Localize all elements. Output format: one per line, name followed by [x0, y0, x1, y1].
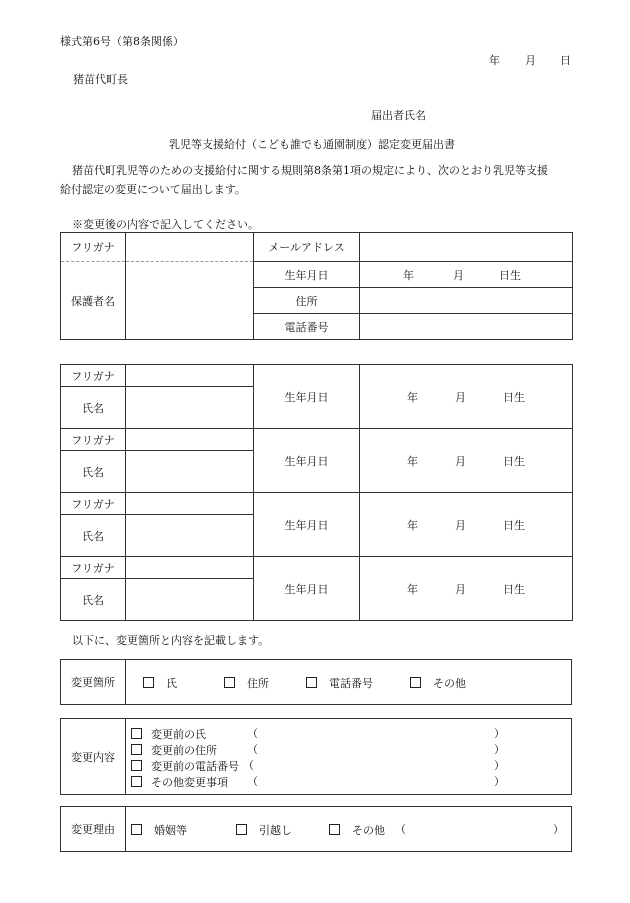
- email-label: メールアドレス: [254, 233, 360, 262]
- open-paren: （: [247, 775, 258, 788]
- children-table: [60, 364, 573, 621]
- document-title: 乳児等支援給付（こども誰でも通園制度）認定変更届出書: [169, 138, 455, 151]
- change-content-item[interactable]: 変更前の氏: [131, 728, 206, 740]
- child-furigana-label: フリガナ: [61, 557, 126, 579]
- child-birth-field[interactable]: 年 月 日生: [360, 493, 573, 557]
- child-name-field[interactable]: [126, 515, 254, 557]
- change-reason-option-other[interactable]: その他: [329, 824, 385, 836]
- changes-intro: 以下に、変更箇所と内容を記載します。: [72, 634, 270, 647]
- child-name-field[interactable]: [126, 451, 254, 493]
- instruction-note: ※変更後の内容で記入してください。: [72, 218, 259, 231]
- child-furigana-label: フリガナ: [61, 429, 126, 451]
- child-birth-label: 生年月日: [254, 429, 360, 493]
- checkbox-icon[interactable]: [143, 677, 154, 688]
- guardian-birth-label: 生年月日: [254, 262, 360, 288]
- open-paren: （: [243, 759, 254, 772]
- child-furigana-field[interactable]: [126, 429, 254, 451]
- child-name-field[interactable]: [126, 387, 254, 429]
- checkbox-icon[interactable]: [410, 677, 421, 688]
- close-paren: ）: [494, 775, 505, 788]
- child-birth-field[interactable]: 年 月 日生: [360, 365, 573, 429]
- change-content-item[interactable]: その他変更事項: [131, 776, 228, 788]
- change-location-box: [60, 659, 572, 705]
- guardian-name-field[interactable]: [126, 262, 254, 340]
- open-paren: （: [395, 823, 406, 836]
- addressee: 猪苗代町長: [73, 73, 128, 86]
- child-birth-field[interactable]: 年 月 日生: [360, 557, 573, 621]
- close-paren: ）: [494, 727, 505, 740]
- checkbox-icon[interactable]: [236, 824, 247, 835]
- close-paren: ）: [553, 823, 564, 836]
- child-birth-label: 生年月日: [254, 557, 360, 621]
- body-text-line1: 猪苗代町乳児等のための支援給付に関する規則第8条第1項の規定により、次のとおり乳児等支援: [72, 164, 548, 177]
- change-reason-option-marriage[interactable]: 婚姻等: [131, 824, 187, 836]
- change-content-item[interactable]: 変更前の住所: [131, 744, 217, 756]
- checkbox-icon[interactable]: [131, 824, 142, 835]
- checkbox-icon[interactable]: [131, 776, 142, 787]
- checkbox-icon[interactable]: [131, 744, 142, 755]
- change-content-label: 変更内容: [61, 719, 126, 794]
- child-name-label: 氏名: [61, 579, 126, 621]
- child-name-label: 氏名: [61, 387, 126, 429]
- child-furigana-field[interactable]: [126, 557, 254, 579]
- guardian-phone-label: 電話番号: [254, 314, 360, 340]
- checkbox-icon[interactable]: [224, 677, 235, 688]
- change-content-item[interactable]: 変更前の電話番号: [131, 760, 239, 772]
- guardian-name-label: 保護者名: [61, 262, 126, 340]
- child-birth-label: 生年月日: [254, 365, 360, 429]
- child-furigana-label: フリガナ: [61, 493, 126, 515]
- guardian-phone-field[interactable]: [360, 314, 573, 340]
- date-month-label: 月: [525, 54, 536, 67]
- body-text-line2: 給付認定の変更について届出します。: [60, 183, 246, 196]
- child-birth-field[interactable]: 年 月 日生: [360, 429, 573, 493]
- change-reason-option-moving[interactable]: 引越し: [236, 824, 292, 836]
- checkbox-icon[interactable]: [131, 760, 142, 771]
- checkbox-icon[interactable]: [306, 677, 317, 688]
- change-location-option-other[interactable]: その他: [410, 677, 466, 689]
- child-furigana-label: フリガナ: [61, 365, 126, 387]
- open-paren: （: [247, 743, 258, 756]
- change-reason-box: [60, 806, 572, 852]
- change-location-option-phone[interactable]: 電話番号: [306, 677, 373, 689]
- change-reason-label: 変更理由: [61, 807, 126, 851]
- guardian-address-field[interactable]: [360, 288, 573, 314]
- guardian-address-label: 住所: [254, 288, 360, 314]
- change-location-option-name[interactable]: 氏: [143, 677, 177, 689]
- change-location-label: 変更箇所: [61, 660, 126, 704]
- date-year-label: 年: [489, 54, 500, 67]
- guardian-table: [60, 232, 573, 340]
- child-name-label: 氏名: [61, 451, 126, 493]
- change-location-option-address[interactable]: 住所: [224, 677, 269, 689]
- notifier-label: 届出者氏名: [371, 109, 426, 122]
- close-paren: ）: [494, 743, 505, 756]
- guardian-furigana-field[interactable]: [126, 233, 254, 262]
- change-content-box: [60, 718, 572, 795]
- open-paren: （: [247, 727, 258, 740]
- child-name-label: 氏名: [61, 515, 126, 557]
- child-name-field[interactable]: [126, 579, 254, 621]
- child-birth-label: 生年月日: [254, 493, 360, 557]
- child-furigana-field[interactable]: [126, 493, 254, 515]
- checkbox-icon[interactable]: [131, 728, 142, 739]
- close-paren: ）: [494, 759, 505, 772]
- child-furigana-field[interactable]: [126, 365, 254, 387]
- checkbox-icon[interactable]: [329, 824, 340, 835]
- email-field[interactable]: [360, 233, 573, 262]
- form-number: 様式第6号（第8条関係）: [60, 35, 184, 48]
- guardian-birth-field[interactable]: 年 月 日生: [360, 262, 573, 288]
- guardian-furigana-label: フリガナ: [61, 233, 126, 262]
- date-day-label: 日: [560, 54, 571, 67]
